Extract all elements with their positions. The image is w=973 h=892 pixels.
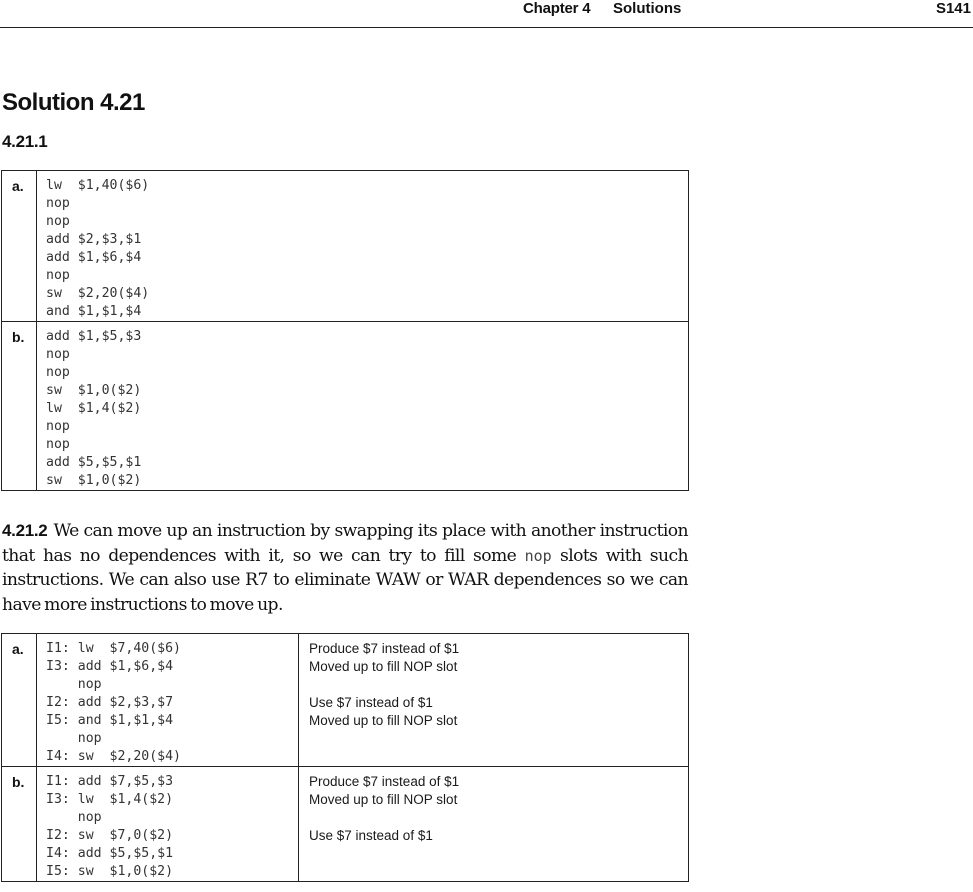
note-line: Moved up to fill NOP slot <box>309 659 458 674</box>
paragraph-text: We can move up an instruction by swapping its place with another instruction that has no dependences with it, so we can try to fill some <box>2 521 688 566</box>
code-line: add $1,$6,$4 <box>46 250 142 265</box>
code-line: add $5,$5,$1 <box>46 455 142 470</box>
code-line: I3: lw $1,4($2) <box>46 792 174 807</box>
note-line: Use $7 instead of $1 <box>309 695 433 710</box>
code-line: add $1,$5,$3 <box>46 329 142 344</box>
code-line: I2: sw $7,0($2) <box>46 828 174 843</box>
code-line: nop <box>46 214 70 229</box>
code-line: nop <box>46 365 70 380</box>
note-line <box>309 676 688 694</box>
note-line: Produce $7 instead of $1 <box>309 641 460 656</box>
row-label: a. <box>2 634 37 767</box>
note-line: Use $7 instead of $1 <box>309 828 433 843</box>
row-label: b. <box>2 767 37 882</box>
page-number: S141 <box>935 0 971 17</box>
code-line: nop <box>46 677 102 692</box>
part2-paragraph <box>2 519 688 617</box>
note-line <box>309 748 688 766</box>
code-block <box>37 171 689 322</box>
code-line: sw $2,20($4) <box>46 286 150 301</box>
code-line: nop <box>46 810 102 825</box>
chapter-label: Chapter 4 <box>523 0 591 17</box>
code-line: lw $1,4($2) <box>46 401 142 416</box>
code-line: I1: lw $7,40($6) <box>46 641 181 656</box>
code-line: lw $1,40($6) <box>46 178 150 193</box>
code-line: I4: sw $2,20($4) <box>46 749 181 764</box>
code-line: nop <box>46 196 70 211</box>
table-row <box>2 767 689 882</box>
part1-heading: 4.21.1 <box>2 132 48 151</box>
note-line <box>309 845 688 863</box>
code-line: I3: add $1,$6,$4 <box>46 659 174 674</box>
row-label: a. <box>2 171 37 322</box>
note-line <box>309 809 688 827</box>
paragraph-text: slots with such instructions. We can also use R7 to eliminate WAW or WAR dependences so we can have more instructions to move up. <box>2 545 688 615</box>
code-line: I5: sw $1,0($2) <box>46 864 174 879</box>
code-line: and $1,$1,$4 <box>46 304 142 319</box>
code-line: I5: and $1,$1,$4 <box>46 713 174 728</box>
note-line: Moved up to fill NOP slot <box>309 792 458 807</box>
row-label: b. <box>2 322 37 491</box>
code-block <box>37 322 689 491</box>
code-block <box>37 767 299 882</box>
code-line: nop <box>46 437 70 452</box>
part2-heading: 4.21.2 <box>2 521 48 540</box>
code-line: I1: add $7,$5,$3 <box>46 774 174 789</box>
part2-table <box>1 633 689 882</box>
notes-block <box>299 634 689 767</box>
note-line <box>309 863 688 881</box>
code-block <box>37 634 299 767</box>
code-line: nop <box>46 731 102 746</box>
code-line: sw $1,0($2) <box>46 473 142 488</box>
code-line: sw $1,0($2) <box>46 383 142 398</box>
running-head <box>0 0 973 28</box>
note-line: Produce $7 instead of $1 <box>309 774 460 789</box>
code-line: I4: add $5,$5,$1 <box>46 846 174 861</box>
code-line: I2: add $2,$3,$7 <box>46 695 174 710</box>
table-row <box>2 171 689 322</box>
section-label: Solutions <box>613 0 682 17</box>
code-line: nop <box>46 347 70 362</box>
note-line: Moved up to fill NOP slot <box>309 713 458 728</box>
inline-code: nop <box>524 546 552 565</box>
note-line <box>309 730 688 748</box>
part1-table <box>1 170 689 491</box>
code-line: nop <box>46 268 70 283</box>
code-line: add $2,$3,$1 <box>46 232 142 247</box>
table-row <box>2 634 689 767</box>
notes-block <box>299 767 689 882</box>
solution-title: Solution 4.21 <box>2 89 145 116</box>
table-row <box>2 322 689 491</box>
code-line: nop <box>46 419 70 434</box>
